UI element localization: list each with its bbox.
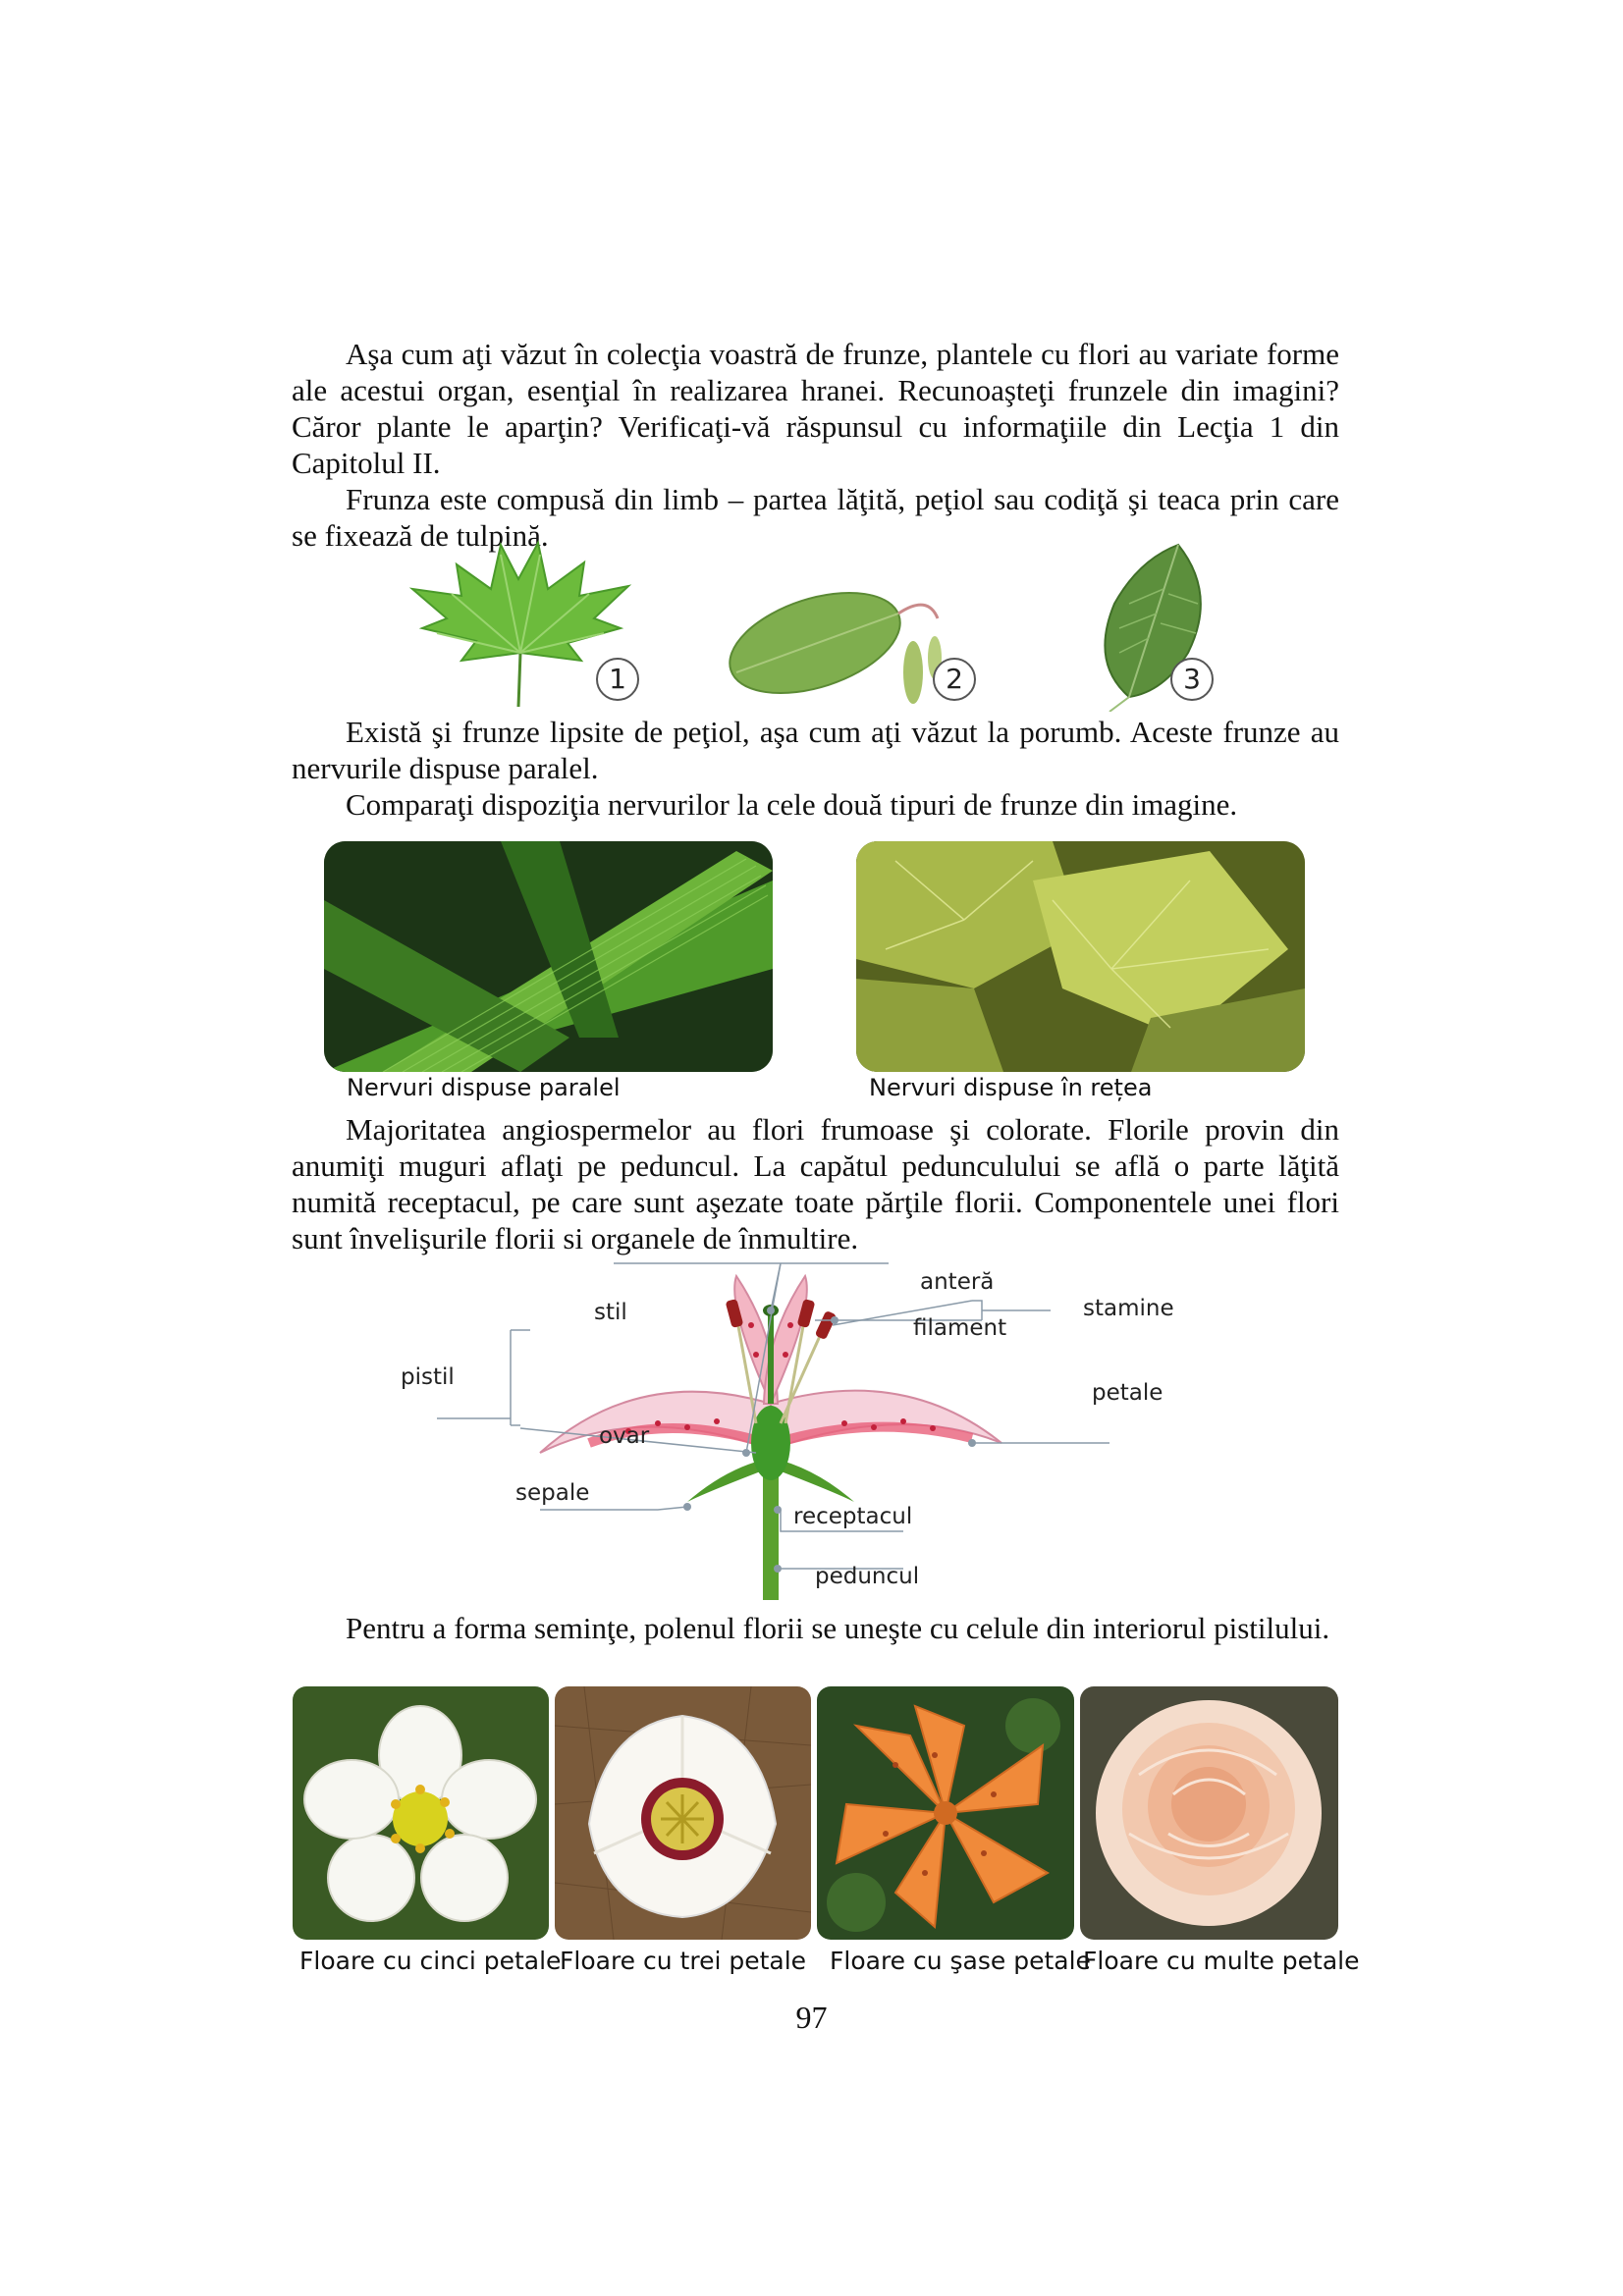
birch-leaf-image — [717, 564, 952, 712]
five-petal-flower-photo — [293, 1686, 549, 1940]
pollen-text — [292, 1610, 1339, 1646]
label-peduncul: peduncul — [815, 1564, 920, 1589]
label-petale: petale — [1092, 1380, 1163, 1406]
three-petal-caption: Floare cu trei petale — [560, 1947, 807, 1975]
parallel-veins-photo — [324, 841, 773, 1072]
label-anthera: anteră — [920, 1269, 995, 1295]
label-filament: filament — [913, 1315, 1007, 1341]
network-veins-caption: Nervuri dispuse în rețea — [869, 1074, 1153, 1101]
leaves-illustration — [393, 535, 1237, 712]
leaf-number-2: 2 — [933, 658, 976, 701]
paragraph-pollen: Pentru a forma seminţe, polenul florii se uneşte cu celule din interiorul pistilului. — [346, 1611, 1330, 1645]
flower-diagram — [393, 1256, 1198, 1600]
six-petal-caption: Floare cu şase petale — [830, 1947, 1091, 1975]
six-petal-flower-photo — [817, 1686, 1074, 1940]
label-stil: stil — [594, 1300, 627, 1325]
paragraph-compare-veins: Comparaţi dispoziţia nervurilor la cele două tipuri de frunze din imagine. — [346, 787, 1238, 822]
page-number: 97 — [795, 2000, 828, 2035]
paragraph-leaf-parts: Frunza este compusă din limb – partea lăţită, peţiol sau codiţă şi teaca prin care se fixează de tulpină. — [292, 482, 1339, 553]
intro-text — [292, 336, 1339, 554]
network-veins-photo — [856, 841, 1305, 1072]
five-petal-caption: Floare cu cinci petale — [299, 1947, 562, 1975]
flower-text — [292, 1111, 1339, 1256]
parallel-veins-caption: Nervuri dispuse paralel — [347, 1074, 621, 1101]
lily-cross-section — [393, 1256, 1198, 1600]
leaf-number-1: 1 — [596, 658, 639, 701]
many-petal-caption: Floare cu multe petale — [1083, 1947, 1360, 1975]
many-petal-flower-photo — [1080, 1686, 1338, 1940]
label-sepale: sepale — [515, 1480, 590, 1506]
leaf-number-3: 3 — [1170, 658, 1214, 701]
label-pistil: pistil — [401, 1364, 455, 1390]
paragraph-leaf-forms: Aşa cum aţi văzut în colecţia voastră de frunze, plantele cu flori au variate forme ale acestui organ, esenţial în realizarea hranei. Recunoaşteţi frunzele din imagini? Căror plante le aparţin? Verificaţi-vă răspunsul cu informaţiile din Lecţia 1 din Capitolul II. — [292, 337, 1339, 480]
petiole-text — [292, 714, 1339, 823]
label-stamine: stamine — [1083, 1296, 1174, 1321]
paragraph-sessile-leaves: Există şi frunze lipsite de peţiol, aşa cum aţi văzut la porumb. Aceste frunze au nervurile dispuse paralel. — [292, 715, 1339, 785]
label-ovar: ovar — [599, 1423, 650, 1449]
paragraph-flower-parts: Majoritatea angiospermelor au flori frumoase şi colorate. Florile provin din anumiţi muguri aflaţi pe peduncul. La capătul pedunculului se află o parte lăţită numită receptacul, pe care sunt aşezate toate părţile florii. Componentele unei flori sunt învelişurile florii si organele de înmultire. — [292, 1112, 1339, 1255]
label-receptacul: receptacul — [793, 1504, 913, 1529]
three-petal-flower-photo — [555, 1686, 811, 1940]
